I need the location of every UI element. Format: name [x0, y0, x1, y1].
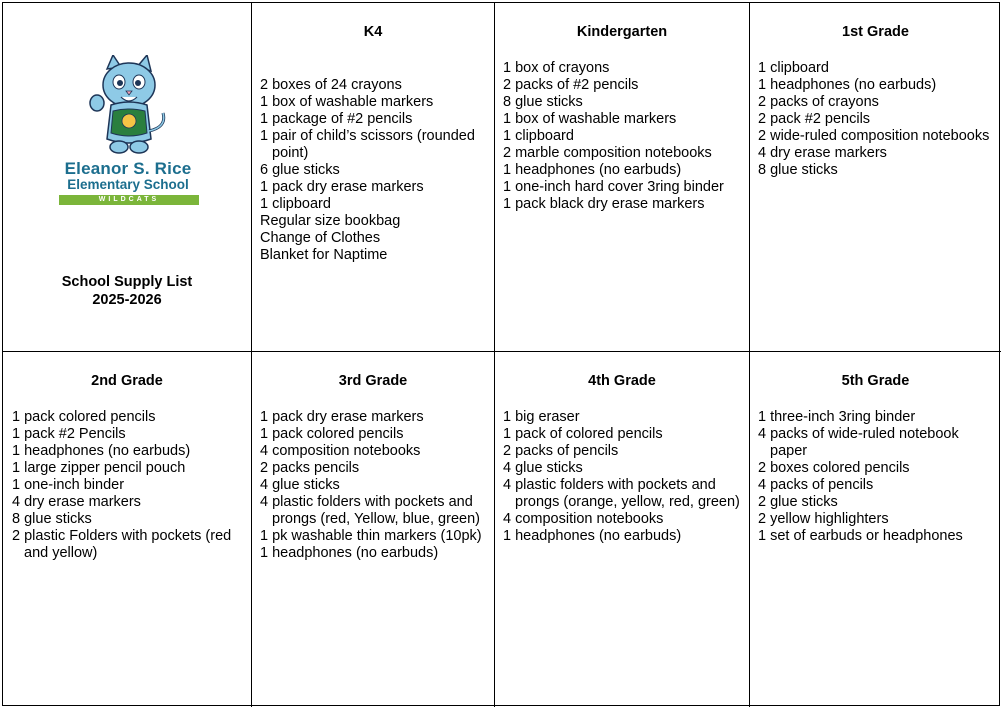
list-item: Blanket for Naptime: [260, 247, 388, 263]
list-item: 1 pair of child’s scissors (rounded point): [260, 128, 475, 161]
third-grade-cell: [252, 352, 495, 707]
school-logo: [55, 55, 201, 207]
list-item: 2 yellow highlighters: [758, 511, 889, 527]
list-item: 1 clipboard: [758, 60, 829, 76]
list-item: 4 packs of pencils: [758, 477, 874, 493]
fifth-grade-list: [758, 409, 998, 545]
list-item: 1 headphones (no earbuds): [503, 528, 682, 544]
list-item: 1 pack colored pencils: [12, 409, 156, 425]
list-item: 2 glue sticks: [758, 494, 838, 510]
fourth-grade-cell: [495, 352, 750, 707]
list-item: 1 pack dry erase markers: [260, 179, 424, 195]
list-item: 4 glue sticks: [260, 477, 340, 493]
k4-list: [260, 77, 492, 264]
list-item: 4 glue sticks: [503, 460, 583, 476]
fifth-grade-heading: 5th Grade: [841, 373, 910, 389]
k4-heading: K4: [363, 24, 383, 40]
list-item: 1 headphones (no earbuds): [12, 443, 191, 459]
list-item: 1 set of earbuds or headphones: [758, 528, 963, 544]
list-item: 1 pack dry erase markers: [260, 409, 424, 425]
logo-school-name: Eleanor S. Rice: [64, 159, 192, 178]
list-item: 1 pack #2 Pencils: [12, 426, 126, 442]
list-item: 1 headphones (no earbuds): [260, 545, 439, 561]
list-title: School Supply List: [61, 274, 193, 290]
list-item: 1 headphones (no earbuds): [758, 77, 937, 93]
list-item: 6 glue sticks: [260, 162, 340, 178]
list-item: 2 wide-ruled composition notebooks: [758, 128, 990, 144]
list-item: 8 glue sticks: [12, 511, 92, 527]
list-item: 1 pk washable thin markers (10pk): [260, 528, 482, 544]
list-item: 2 boxes colored pencils: [758, 460, 910, 476]
list-item: Regular size bookbag: [260, 213, 401, 229]
list-item: 4 dry erase markers: [758, 145, 887, 161]
list-item: 4 composition notebooks: [260, 443, 421, 459]
first-grade-heading: 1st Grade: [842, 24, 909, 40]
list-item: 4 plastic folders with pockets and prongs (orange, yellow, red, green): [503, 477, 740, 510]
list-item: 1 clipboard: [503, 128, 574, 144]
list-item: 8 glue sticks: [758, 162, 838, 178]
second-grade-cell: [3, 352, 252, 707]
list-item: 2 plastic Folders with pockets (red and yellow): [12, 528, 232, 561]
list-item: 1 pack of colored pencils: [503, 426, 663, 442]
list-item: 1 large zipper pencil pouch: [12, 460, 186, 476]
kindergarten-heading: Kindergarten: [576, 24, 668, 40]
list-item: 4 plastic folders with pockets and prongs (red, Yellow, blue, green): [260, 494, 480, 527]
list-item: 1 box of washable markers: [260, 94, 434, 110]
list-item: 1 pack black dry erase markers: [503, 196, 705, 212]
logo-cell: [3, 3, 252, 352]
list-item: 2 packs pencils: [260, 460, 360, 476]
supply-list-heading: [3, 273, 251, 309]
first-grade-list: [758, 60, 1000, 179]
school-year: 2025-2026: [92, 292, 162, 308]
list-item: 2 boxes of 24 crayons: [260, 77, 402, 93]
list-item: 1 package of #2 pencils: [260, 111, 413, 127]
list-item: 1 pack colored pencils: [260, 426, 404, 442]
list-item: 8 glue sticks: [503, 94, 583, 110]
kindergarten-list: [503, 60, 748, 213]
fourth-grade-heading: 4th Grade: [588, 373, 656, 389]
wildcat-mascot-icon: [55, 55, 201, 159]
list-item: 2 marble composition notebooks: [503, 145, 712, 161]
list-item: 4 packs of wide-ruled notebook paper: [758, 426, 959, 459]
fifth-grade-cell: [750, 352, 1001, 707]
second-grade-heading: 2nd Grade: [91, 373, 163, 389]
list-item: 2 packs of #2 pencils: [503, 77, 639, 93]
list-item: 1 box of washable markers: [503, 111, 677, 127]
list-item: 1 three-inch 3ring binder: [758, 409, 916, 425]
fourth-grade-list: [503, 409, 749, 545]
first-grade-cell: [750, 3, 1001, 352]
list-item: 1 clipboard: [260, 196, 331, 212]
list-item: 1 one-inch hard cover 3ring binder: [503, 179, 724, 195]
list-item: Change of Clothes: [260, 230, 381, 246]
second-grade-list: [12, 409, 248, 562]
list-item: 4 dry erase markers: [12, 494, 141, 510]
list-item: 1 one-inch binder: [12, 477, 125, 493]
logo-school-subtitle: Elementary School: [67, 177, 189, 192]
list-item: 1 box of crayons: [503, 60, 610, 76]
list-item: 2 pack #2 pencils: [758, 111, 871, 127]
list-item: 2 packs of crayons: [758, 94, 879, 110]
list-item: 2 packs of pencils: [503, 443, 619, 459]
k4-cell: [252, 3, 495, 352]
third-grade-list: [260, 409, 494, 562]
kindergarten-cell: [495, 3, 750, 352]
list-item: 4 composition notebooks: [503, 511, 664, 527]
third-grade-heading: 3rd Grade: [338, 373, 408, 389]
logo-wildcats-band: WILDCATS: [59, 195, 199, 205]
list-item: 1 headphones (no earbuds): [503, 162, 682, 178]
list-item: 1 big eraser: [503, 409, 580, 425]
supply-list-table: [2, 2, 1000, 706]
